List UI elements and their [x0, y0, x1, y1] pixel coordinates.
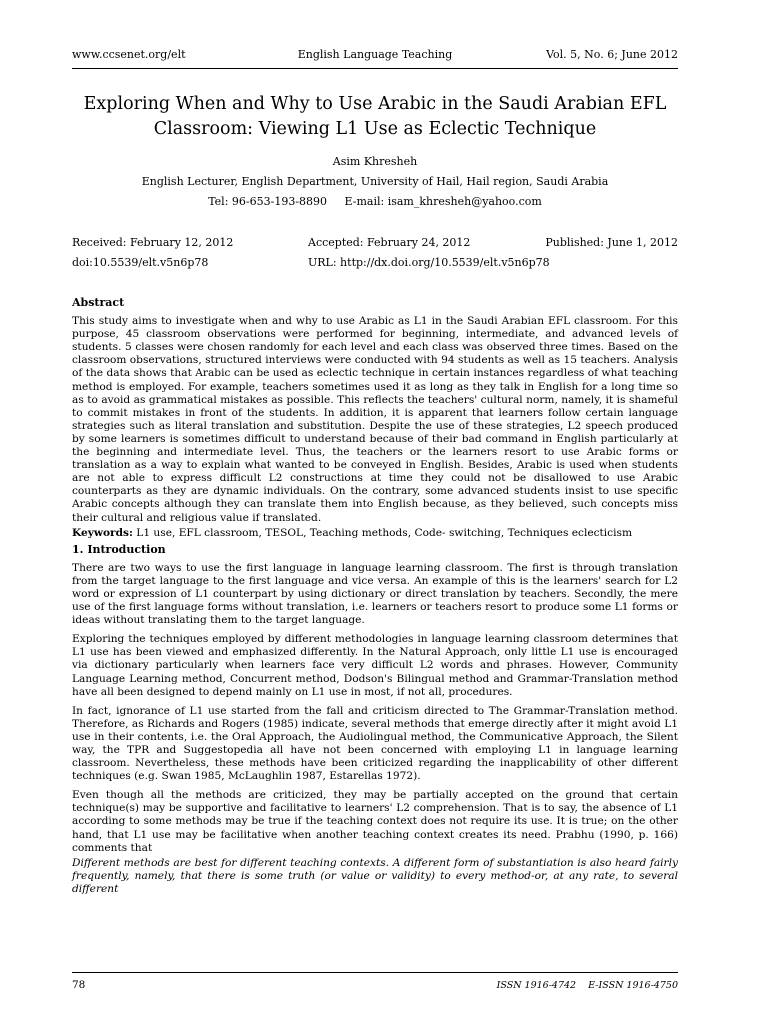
running-header	[72, 48, 678, 69]
author-affiliation: English Lecturer, English Department, University of Hail, Hail region, Saudi Arabia	[141, 175, 609, 188]
keywords-label: Keywords:	[72, 526, 133, 539]
page-number: 78	[72, 979, 86, 991]
received-date: Received: February 12, 2012	[72, 236, 234, 249]
footer-rule	[72, 972, 678, 973]
issn: ISSN 1916-4742 E-ISSN 1916-4750	[496, 980, 678, 991]
intro-paragraph-1: There are two ways to use the first language in language learning classroom. The first is through translation from the target language to the first language and vice versa. An example of this is the learners' search for L2 word or expression of L1 counterpart by using dictionary or direct translation by teachers. Secondly, the mere use of the first language forms without translation, i.e. learners or teachers resort to produce some L1 forms or ideas without translating them to the target language.	[72, 561, 678, 627]
abstract-text: This study aims to investigate when and why to use Arabic as L1 in the Saudi Arabian EFL classroom. For this purpose, 45 classroom observations were performed for beginning, intermediate, and advanced levels of students. 5 classes were chosen randomly for each level and each class was observed three times. Based on the classroom observations, structured interviews were conducted with 94 students as well as 15 teachers. Analysis of the data shows that Arabic can be used as eclectic technique in certain instances regardless of what teaching method is employed. For example, teachers sometimes used it as long as they talk in English for a long time so as to avoid as grammatical mistakes as possible. This reflects the teachers' cultural norm, namely, it is shameful to commit mistakes in front of the students. In addition, it is apparent that learners follow certain language strategies such as literal translation and substitution. Despite the use of these strategies, L2 speech produced by some learners is sometimes difficult to understand because of their bad command in English particularly at the beginning and intermediate level. Thus, the teachers or the learners resort to use Arabic forms or translation as a way to explain what wanted to be conveyed in English. Besides, Arabic is used when students are not able to express difficult L2 constructions at time they could not be disallowed to use Arabic counterparts as they are dynamic individuals. On the contrary, some advanced students insist to use specific Arabic concepts although they can translate them into English because, as they believed, such concepts miss their cultural and religious value if translated.	[72, 315, 678, 524]
abstract-section	[72, 296, 678, 896]
block-quote	[72, 857, 678, 896]
paper-title	[72, 92, 678, 142]
author-name: Asim Khresheh	[332, 155, 418, 168]
title-line-1: Exploring When and Why to Use Arabic in the Saudi Arabian EFL	[83, 94, 667, 114]
keywords-text: L1 use, EFL classroom, TESOL, Teaching methods, Code- switching, Techniques eclecticism	[132, 526, 632, 539]
intro-paragraph-3: In fact, ignorance of L1 use started from the fall and criticism directed to The Grammar-Translation method. Therefore, as Richards and Rogers (1985) indicate, several methods that emerge directly after it might avoid L1 use in their contents, i.e. the Oral Approach, the Audiolingual method, the Communicative Approach, the Silent way, the TPR and Suggestopedia all have not been concerned with employing L1 in language learning classroom. Nevertheless, these methods have been criticized regarding the inapplicability of other different techniques (e.g. Swan 1985, McLaughlin 1987, Estarellas 1972).	[72, 704, 678, 783]
volume-info: Vol. 5, No. 6; June 2012	[546, 48, 678, 61]
author-block	[72, 152, 678, 212]
article-url[interactable]: URL: http://dx.doi.org/10.5539/elt.v5n6p78	[308, 256, 550, 269]
accepted-date: Accepted: February 24, 2012	[308, 236, 471, 249]
intro-paragraph-4: Even though all the methods are criticized, they may be partially accepted on the ground that certain technique(s) may be supportive and facilitative to learners' L2 comprehension. That is to say, the absence of L1 according to some methods may be true if the teaching context does not require its use. It is true; on the other hand, that L1 use may be facilitative when another teaching context creates its need. Prabhu (1990, p. 166) comments that	[72, 789, 678, 854]
title-line-2: Classroom: Viewing L1 Use as Eclectic Technique	[153, 119, 597, 139]
published-date: Published: June 1, 2012	[545, 236, 678, 249]
intro-paragraph-2: Exploring the techniques employed by different methodologies in language learning classroom determines that L1 use has been viewed and emphasized differently. In the Natural Approach, only little L1 use is encouraged via dictionary particularly when learners face very difficult L2 words and phrases. However, Community Language Learning method, Concurrent method, Dodson's Bilingual method and Grammar-Translation method have all been designed to depend mainly on L1 use in most, if not all, procedures.	[72, 633, 678, 698]
quote-text: Different methods are best for different teaching contexts. A different form of substantiation is also heard fairly frequently, namely, that there is some truth (or value or validity) to every method-or, at any rate, to several different	[72, 856, 678, 895]
journal-url[interactable]: www.ccsenet.org/elt	[72, 48, 186, 61]
journal-name: English Language Teaching	[297, 48, 453, 61]
doi[interactable]: doi:10.5539/elt.v5n6p78	[72, 256, 209, 269]
keywords	[72, 527, 678, 540]
author-contact: Tel: 96-653-193-8890 E-mail: isam_khresheh@yahoo.com	[208, 195, 542, 208]
abstract-heading: Abstract	[72, 296, 125, 309]
intro-heading: 1. Introduction	[72, 542, 166, 556]
